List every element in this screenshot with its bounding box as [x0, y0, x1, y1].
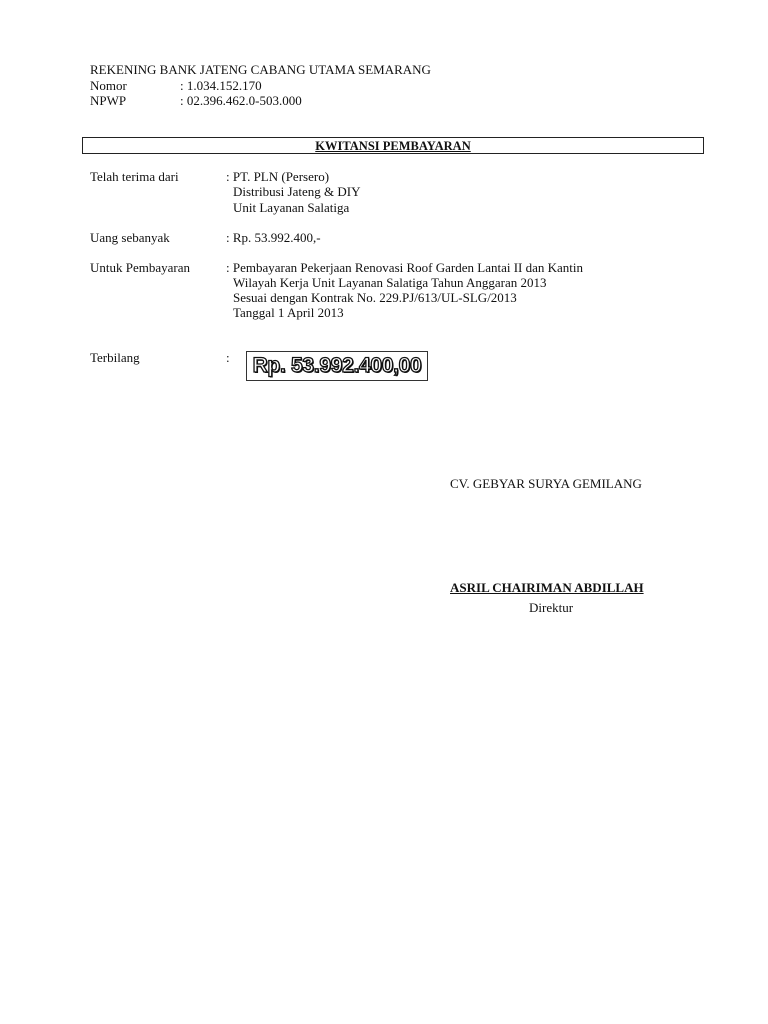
bank-account-line: REKENING BANK JATENG CABANG UTAMA SEMARANG	[90, 62, 431, 77]
npwp-value: : 02.396.462.0-503.000	[180, 93, 302, 108]
received-from-label: Telah terima dari	[90, 169, 179, 184]
spelled-colon: :	[226, 350, 230, 365]
spelled-amount: Rp. 53.992.400,00	[252, 354, 422, 377]
nomor-label: Nomor	[90, 78, 127, 93]
signer-name: ASRIL CHAIRIMAN ABDILLAH	[450, 580, 644, 595]
purpose-line: Wilayah Kerja Unit Layanan Salatiga Tahun Anggaran 2013	[233, 275, 547, 290]
purpose-line: : Pembayaran Pekerjaan Renovasi Roof Garden Lantai II dan Kantin	[226, 260, 584, 275]
spelled-amount-box	[246, 351, 428, 381]
company-name: CV. GEBYAR SURYA GEMILANG	[450, 476, 642, 491]
amount-value: : Rp. 53.992.400,-	[226, 230, 321, 245]
received-from-line: : PT. PLN (Persero)	[226, 169, 330, 184]
purpose-label: Untuk Pembayaran	[90, 260, 191, 275]
purpose-line: Sesuai dengan Kontrak No. 229.PJ/613/UL-SLG/2013	[233, 290, 517, 305]
receipt-title-box	[82, 137, 704, 154]
received-from-line: Unit Layanan Salatiga	[233, 200, 350, 215]
npwp-label: NPWP	[90, 93, 127, 108]
spelled-label: Terbilang	[90, 350, 140, 365]
signer-position: Direktur	[529, 600, 574, 615]
nomor-value: : 1.034.152.170	[180, 78, 262, 93]
receipt-title: KWITANSI PEMBAYARAN	[315, 139, 471, 153]
amount-label: Uang sebanyak	[90, 230, 170, 245]
purpose-line: Tanggal 1 April 2013	[233, 305, 344, 320]
received-from-line: Distribusi Jateng & DIY	[233, 184, 361, 199]
